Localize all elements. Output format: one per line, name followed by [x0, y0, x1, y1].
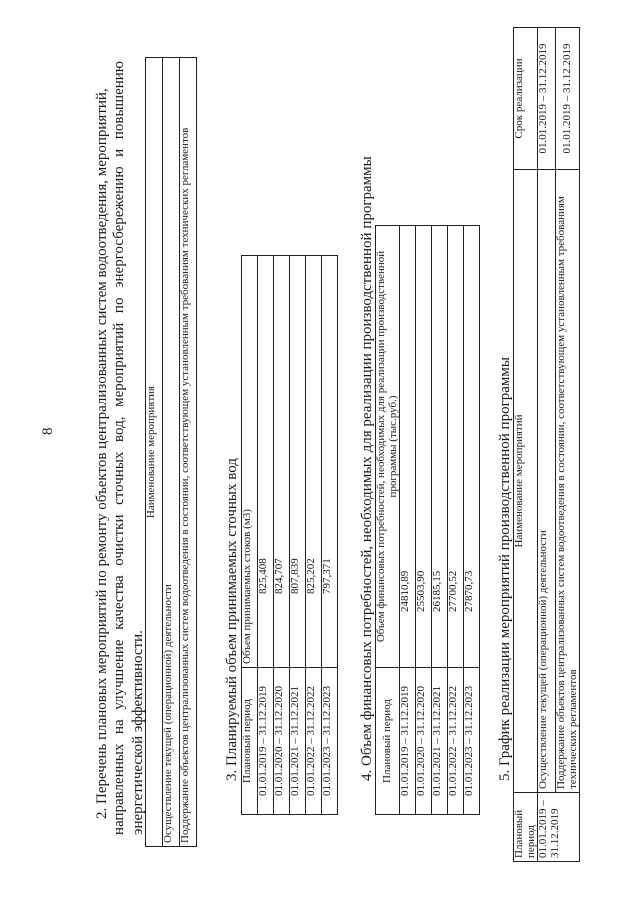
- amount-cell: 27870,73: [464, 226, 480, 668]
- period-cell: 01.01.2021 – 31.12.2021: [290, 668, 306, 815]
- measures-table: [145, 57, 197, 847]
- table-row: [163, 58, 180, 847]
- deadline-cell: 01.01.2019 – 31.12.2019: [538, 28, 556, 170]
- volume-cell: [274, 256, 290, 668]
- volume-value: 825,202: [305, 558, 317, 594]
- wastewater-volume-table: [241, 255, 338, 815]
- period-cell: 01.01.2020 – 31.12.2020: [416, 668, 432, 815]
- table-row: [290, 256, 306, 815]
- volume-cell: [322, 256, 338, 668]
- page-number: 8: [40, 427, 56, 435]
- period-cell: 01.01.2019 – 31.12.2019: [258, 668, 274, 815]
- schedule-table: [513, 27, 580, 862]
- column-header-period: Плановый период: [376, 668, 400, 815]
- measure-cell: Поддержание объектов централизованных систем водоотведения в состоянии, соответствующем установленным требованиям технических регламентов: [180, 58, 197, 847]
- volume-value: 797,371: [321, 558, 333, 594]
- financial-needs-table: [375, 225, 480, 815]
- table-row: [432, 226, 448, 815]
- measure-cell: Осуществление текущей (операционной) деятельности: [538, 170, 556, 793]
- table-header-row: [376, 226, 400, 815]
- column-header-measure-name: Наименование мероприятия: [146, 58, 163, 847]
- volume-value: 824,707: [273, 558, 285, 594]
- column-header-deadline: Срок реализации: [514, 28, 538, 170]
- measure-cell: Осуществление текущей (операционной) деятельности: [163, 58, 180, 847]
- table-row: [306, 256, 322, 815]
- deadline-cell: 01.01.2019 – 31.12.2019: [556, 28, 580, 170]
- table-row: [258, 256, 274, 815]
- table-row: [448, 226, 464, 815]
- period-cell: 01.01.2023 – 31.12.2023: [464, 668, 480, 815]
- table-row: [556, 28, 580, 862]
- table-row: [416, 226, 432, 815]
- measure-cell: Поддержание объектов централизованных систем водоотведения в состоянии, соответствующем установленным требованиям технических регламентов: [556, 170, 580, 793]
- amount-cell: 24810,89: [400, 226, 416, 668]
- table-row: [464, 226, 480, 815]
- section5-heading: 5. График реализации мероприятий производственной программы: [497, 357, 513, 781]
- period-cell: 01.01.2023 – 31.12.2023: [322, 668, 338, 815]
- period-cell: 01.01.2020 – 31.12.2020: [274, 668, 290, 815]
- section2-heading-line2: направленных на улучшение качества очистки сточных вод, мероприятий по энергосбережению и повышению: [111, 61, 127, 835]
- column-header-financial-needs: Объем финансовых потребностей, необходимых для реализации производственной программы (тыс.руб.): [376, 226, 400, 668]
- period-cell: 01.01.2019 – 31.12.2019: [538, 793, 580, 862]
- volume-cell: [306, 256, 322, 668]
- amount-cell: 27700,52: [448, 226, 464, 668]
- period-cell: 01.01.2022 – 31.12.2022: [448, 668, 464, 815]
- table-header-row: [146, 58, 163, 847]
- section4-heading: 4. Объем финансовых потребностей, необходимых для реализации производственной программы: [359, 156, 375, 781]
- table-row: [400, 226, 416, 815]
- table-row: [274, 256, 290, 815]
- table-row: [538, 28, 556, 862]
- volume-value: 825,408: [257, 558, 269, 594]
- period-cell: 01.01.2019 – 31.12.2019: [400, 668, 416, 815]
- column-header-period: Плановый период: [242, 668, 258, 815]
- volume-cell: [290, 256, 306, 668]
- section2-heading-line1: 2. Перечень плановых мероприятий по ремонту объектов централизованных систем водоотведения, мероприятий,: [94, 88, 110, 819]
- table-header-row: [514, 28, 538, 862]
- period-cell: 01.01.2022 – 31.12.2022: [306, 668, 322, 815]
- section2-heading-line3: энергетической эффективности.: [130, 630, 146, 835]
- table-row: [322, 256, 338, 815]
- amount-cell: 26185,15: [432, 226, 448, 668]
- volume-value: 807,839: [289, 558, 301, 594]
- column-header-period: Плановый период: [514, 793, 538, 862]
- table-row: [180, 58, 197, 847]
- period-cell: 01.01.2021 – 31.12.2021: [432, 668, 448, 815]
- section3-heading: 3. Планируемый объем принимаемых сточных вод: [224, 458, 240, 781]
- volume-cell: [258, 256, 274, 668]
- column-header-volume: Объем принимаемых стоков (м3): [242, 256, 258, 668]
- table-header-row: [242, 256, 258, 815]
- column-header-measures: Наименование мероприятий: [514, 170, 538, 793]
- amount-cell: 25503,90: [416, 226, 432, 668]
